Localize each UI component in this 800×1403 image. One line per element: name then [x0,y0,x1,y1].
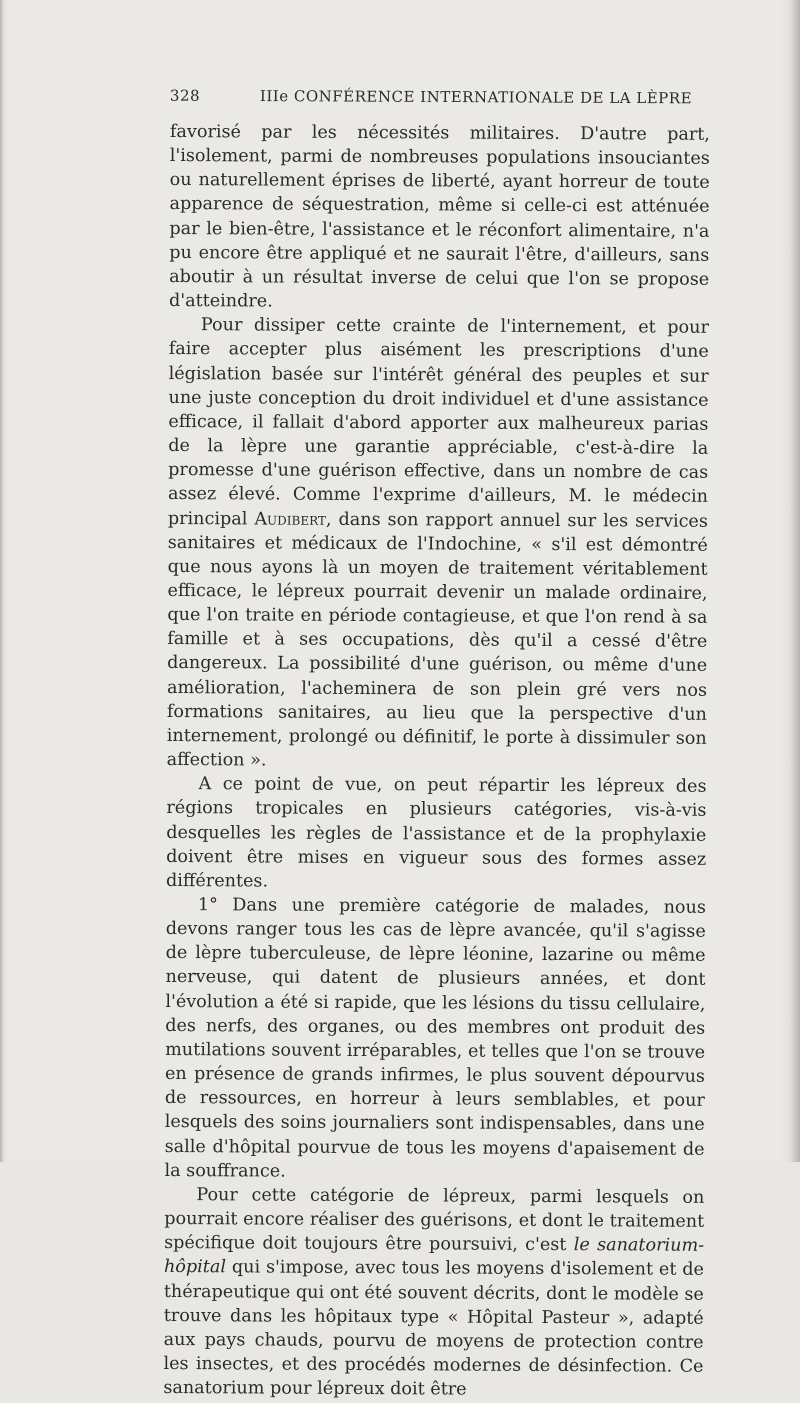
paragraph-2-text-b: , dans son rapport annuel sur les services sanitaires et médicaux de l'Indochine, « s'il est démontré que nous ayons là un moyen de traitement véritablement efficace, le lépreux pourrait devenir un malade ordinaire, que l'on traite en période contagieuse, et que l'on rend à sa famille et à ses occupations, dès qu'il a cessé d'être dangereux. La possibilité d'une guérison, ou même d'une amélioration, l'acheminera de son plein gré vers nos formations sanitaires, au lieu que la perspective d'un internement, prolongé ou définitif, le porte à dissimuler son affection ». [166,509,708,771]
paragraph-5 [163,1183,704,1403]
paragraph-5-text-b: qui s'impose, avec tous les moyens d'isolement et de thérapeutique qui ont été souvent décrits, dont le modèle se trouve dans les hôpitaux type « Hôpital Pasteur », adapté aux pays chauds, pourvu de moyens de protection contre les insectes, et des procédés modernes de désinfection. Ce sanatorium pour lépreux doit être [163,1257,705,1400]
paragraph-3: A ce point de vue, on peut répartir les lépreux des régions tropicales en plusieurs catégories, vis-à-vis desquelles les règles de l'assistance et de la prophylaxie doivent être mises en vigueur sous des formes assez différentes. [165,774,707,892]
running-title: IIIe CONFÉRENCE INTERNATIONALE DE LA LÈPRE [259,87,693,108]
page-header [169,86,710,108]
paragraph-4: 1° Dans une première catégorie de malades, nous devons ranger tous les cas de lèpre avancée, qu'il s'agisse de lèpre tuberculeuse, de lèpre léonine, lazarine ou même nerveuse, qui datent de plusieurs années, et dont l'évolution a été si rapide, que les lésions du tissu cellulaire, des nerfs, des organes, ou des membres ont produit des mutilations souvent irréparables, et telles que l'on se trouve en présence de grands infirmes, le plus souvent dépourvus de ressources, en horreur à leurs semblables, et pour lesquels des soins journaliers sont indispensables, dans une salle d'hôpital pourvue de tous les moyens d'apaisement de la souffrance. [164,895,706,1182]
term-sanatorium-hopital: le sanatorium-hôpital [163,1235,705,1278]
paragraph-2-text-a: Pour dissiper cette crainte de l'internement, et pour faire accepter plus aisément les prescriptions d'une législation basée sur l'intérêt général des peuples et sur une juste conception du droit individuel et d'une assistance efficace, il fallait d'abord apporter aux malheureux parias de la lèpre une garantie appréciable, c'est-à-dire la promesse d'une guérison effective, dans un nombre de cas assez élevé. Comme l'exprime d'ailleurs, M. le médecin principal [167,315,709,529]
body-text [163,120,710,1403]
author-name-audibert: Audibert [254,508,327,530]
page-number: 328 [169,86,201,105]
page-right-edge-shadow [790,0,800,1162]
paragraph-5-text-a: Pour cette catégorie de lépreux, parmi lesquels on pourrait encore réaliser des guérisons, et dont le traitement spécifique doit toujours être poursuivi, c'est [164,1185,705,1256]
paragraph-1: favorisé par les nécessités militaires. D'autre part, l'isolement, parmi de nombreuses populations insouciantes ou naturellement éprises de liberté, ayant horreur de toute apparence de séquestration, même si celle-ci est atténuée par le bien-être, l'assistance et le réconfort alimentaire, n'a pu encore être appliqué et ne saurait l'être, d'ailleurs, sans aboutir à un résultat inverse de celui que l'on se propose d'atteindre. [168,121,710,312]
page-left-edge-shadow [0,0,4,1162]
paragraph-2 [167,313,709,775]
